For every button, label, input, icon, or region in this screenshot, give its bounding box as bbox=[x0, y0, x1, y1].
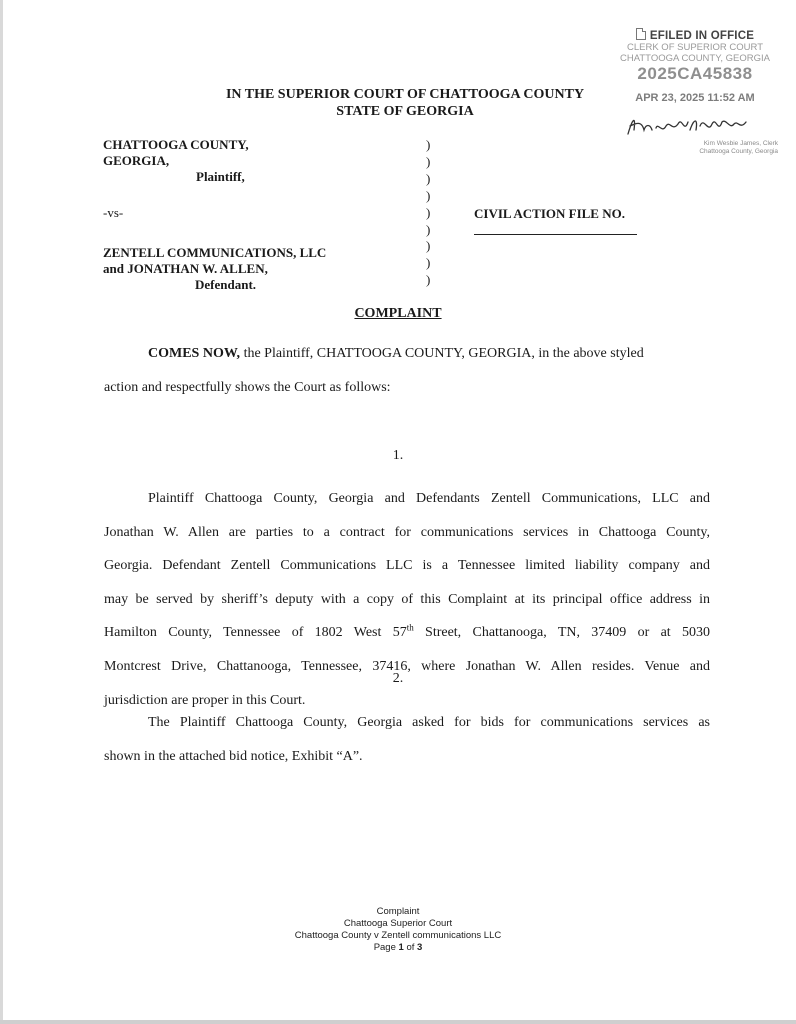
paren: ) bbox=[426, 137, 431, 152]
defendant-name-2: and JONATHAN W. ALLEN, bbox=[103, 261, 268, 276]
footer-case: Chattooga County v Zentell communications LLC bbox=[294, 930, 502, 941]
paragraph-number-2: 2. bbox=[392, 671, 404, 686]
caption-spacer bbox=[103, 185, 326, 201]
civil-action-label: CIVIL ACTION FILE NO. bbox=[474, 206, 625, 221]
intro-lead: COMES NOW, bbox=[148, 346, 241, 361]
paren: ) bbox=[426, 204, 431, 220]
paren: ) bbox=[426, 221, 431, 237]
page-footer bbox=[0, 906, 796, 954]
paren: ) bbox=[426, 238, 431, 254]
intro-line-2: action and respectfully shows the Court as follows: bbox=[104, 379, 391, 395]
file-number-blank bbox=[474, 234, 637, 235]
signer-county: Chattooga County, Georgia bbox=[699, 147, 778, 155]
stamp-clerk: CLERK OF SUPERIOR COURT bbox=[626, 42, 763, 53]
paragraph-2 bbox=[104, 706, 710, 773]
footer-title: Complaint bbox=[376, 906, 420, 917]
defendant-name-1: ZENTELL COMMUNICATIONS, LLC bbox=[103, 245, 327, 260]
p1-line-5 bbox=[104, 616, 710, 650]
footer-page bbox=[0, 942, 796, 954]
paren: ) bbox=[426, 170, 431, 186]
signer-name: Kim Wesbie James, Clerk bbox=[703, 140, 778, 147]
page-of: of bbox=[403, 942, 418, 953]
p1-line-1 bbox=[104, 482, 710, 516]
page-total: 3 bbox=[417, 942, 423, 953]
paren: ) bbox=[426, 153, 431, 169]
plaintiff-role: Plaintiff, bbox=[196, 169, 245, 184]
case-caption bbox=[103, 137, 326, 293]
filing-datetime: APR 23, 2025 11:52 AM bbox=[635, 92, 755, 104]
intro-rest: the Plaintiff, CHATTOOGA COUNTY, GEORGIA, in the above styled bbox=[240, 346, 644, 361]
paren: ) bbox=[426, 187, 431, 203]
p2-line-1 bbox=[104, 706, 710, 740]
p2-line-2: shown in the attached bid notice, Exhibit “A”. bbox=[104, 748, 363, 764]
caption-spacer bbox=[103, 229, 326, 245]
case-number: 2025CA45838 bbox=[637, 64, 753, 83]
p1-line-6: Montcrest Drive, Chattanooga, Tennessee, 37416, where Jonathan W. Allen resides. Venue and bbox=[104, 658, 710, 674]
paragraph-number-1: 1. bbox=[392, 448, 404, 463]
p1-line-5a: Hamilton County, Tennessee of 1802 West 57 bbox=[104, 625, 407, 641]
p1-line-7: jurisdiction are proper in this Court. bbox=[104, 692, 306, 708]
ordinal-suffix: th bbox=[406, 622, 414, 633]
court-line-1: IN THE SUPERIOR COURT OF CHATTOOGA COUNTY bbox=[225, 87, 585, 102]
plaintiff-name-2: GEORGIA, bbox=[103, 153, 170, 168]
paren: ) bbox=[426, 272, 431, 288]
intro-paragraph bbox=[104, 337, 710, 404]
court-line-2: STATE OF GEORGIA bbox=[336, 104, 474, 119]
document-title: COMPLAINT bbox=[354, 306, 442, 321]
intro-line-1 bbox=[104, 337, 710, 371]
signature-image bbox=[622, 112, 762, 138]
stamp-county: CHATTOOGA COUNTY, GEORGIA bbox=[620, 53, 770, 64]
versus: -vs- bbox=[103, 205, 124, 220]
p2-line-1-text: The Plaintiff Chattooga County, Georgia asked for bids for communications services as bbox=[148, 715, 710, 730]
p1-line-5b: Street, Chattanooga, TN, 37409 or at 5030 bbox=[413, 625, 710, 641]
page-number: 1 bbox=[398, 942, 404, 953]
p1-line-1-text: Plaintiff Chattooga County, Georgia and Defendants Zentell Communications, LLC and bbox=[148, 491, 710, 506]
efiled-heading bbox=[600, 28, 790, 42]
plaintiff-name-1: CHATTOOGA COUNTY, bbox=[103, 137, 249, 152]
clerk-signature bbox=[600, 112, 790, 140]
defendant-role: Defendant. bbox=[195, 277, 257, 292]
efile-stamp bbox=[600, 28, 790, 155]
page-bottom-edge bbox=[0, 1020, 796, 1024]
p1-line-4: may be served by sheriff’s deputy with a copy of this Complaint at its principal office address in bbox=[104, 591, 710, 607]
court-heading bbox=[190, 86, 620, 120]
p1-line-3: Georgia. Defendant Zentell Communications LLC is a Tennessee limited liability company and bbox=[104, 558, 710, 574]
efiled-label: EFILED IN OFFICE bbox=[649, 30, 755, 42]
paren: ) bbox=[426, 255, 431, 271]
p1-line-2: Jonathan W. Allen are parties to a contract for communications services in Chattooga County, bbox=[104, 524, 710, 540]
caption-parens bbox=[426, 137, 430, 289]
footer-court: Chattooga Superior Court bbox=[343, 918, 453, 929]
document-icon bbox=[636, 28, 646, 40]
page-left-edge bbox=[0, 0, 3, 1024]
page-prefix: Page bbox=[373, 942, 399, 953]
